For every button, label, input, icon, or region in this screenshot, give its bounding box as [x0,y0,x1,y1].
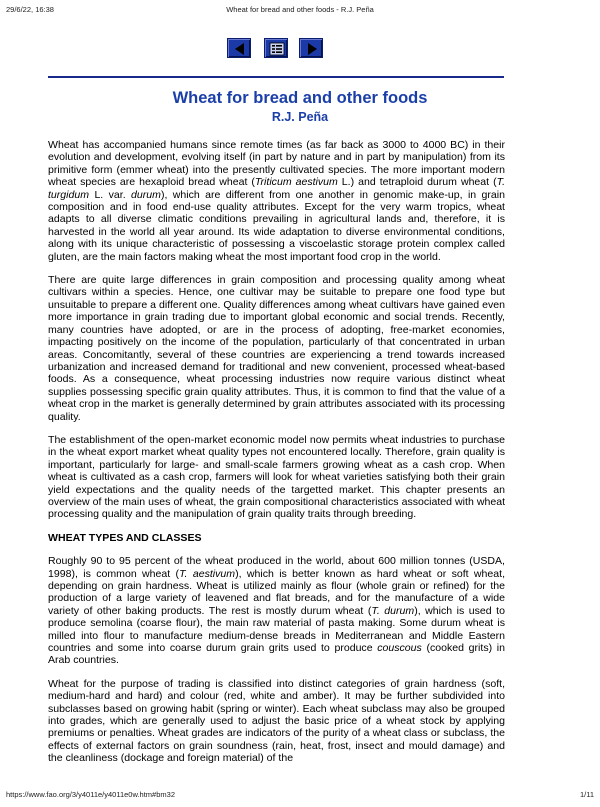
table-of-contents-icon [265,39,289,59]
paragraph-quality-differences: There are quite large differences in grain composition and processing quality among wheat cultivars within a species. Hence, one cultivar may be suitable to prepare one food type but unsuitable to prepare a different one. Quality differences among wheat cultivars have gained even more importance in grain trading due to important global economic and social trends. Recently, many countries have adopted, or are in the process of adopting, free-market economies, impacting positively on the income of the population, particularly of that concentrated in urban areas. Concomitantly, several of these countries are experiencing a trend towards increased urbanization and increased demand for traditional and new convenient, processed wheat-based foods. As a consequence, wheat processing industries now require various distinct wheat supplies possessing specific grain quality attributes. Thus, it is common to find that the value of a wheat crop in the market is generally determined by grain attributes associated with its processing quality. [48,274,505,423]
print-document-title: Wheat for bread and other foods - R.J. Peña [226,5,374,14]
title-divider [48,76,504,78]
left-arrow-icon [228,39,252,59]
paragraph-wheat-types: Roughly 90 to 95 percent of the wheat produced in the world, about 600 million tonnes (USDA, 1998), is common wheat (T. aestivum), which is better known as hard wheat or soft wheat, depending on grain hardness. Wheat is utilized mainly as flour (whole grain or refined) for the production of a large variety of leavened and flat breads, and for the manufacture of a wide variety of other baking products. The rest is mostly durum wheat (T. durum), which is used to produce semolina (coarse flour), the main raw material of pasta making. Some durum wheat is milled into flour to manufacture medium-dense breads in Mediterranean and Middle Eastern countries and some into coarse durum grain grits used to produce couscous (cooked grits) in Arab countries. [48,555,506,667]
table-of-contents-button[interactable] [264,38,288,58]
page-title: Wheat for bread and other foods [172,89,428,107]
paragraph-open-market: The establishment of the open-market economic model now permits wheat industries to purchase in the wheat export market wheat quality types not encountered locally. Therefore, grain quality is important, particularly for large- and small-scale farmers growing wheat as a cash crop. When wheat is cultivated as a cash crop, farmers will look for wheat varieties satisfying both their grain yield expectations and the quality needs of the targetted market. This chapter presents an overview of the main uses of wheat, the grain compositional characteristics associated with wheat processing quality and the manipulation of grain quality traits through breeding. [48,433,505,521]
paragraph-trading-classes: Wheat for the purpose of trading is classified into distinct categories of grain hardness (soft, medium-hard and hard) and colour (red, white and amber). It may be further subdivided into subclasses based on growing habit (spring or winter). Each wheat subclass may also be grouped into grades, which are generally used to adjust the basic price of a wheat stock by applying premiums or penalties. Wheat grades are indicators of the purity of a wheat class or subclass, the effects of external factors on grain soundness (rain, heat, frost, insect and mould damage) and the cleanliness (dockage and foreign material) of the [48,677,505,765]
navigation-bar [0,38,600,60]
print-header [6,5,594,17]
page-number: 1/11 [579,790,594,799]
previous-page-button[interactable] [227,38,251,58]
page-url: https://www.fao.org/3/y4011e/y4011e0w.htm#bm32 [6,790,175,799]
print-datetime: 29/6/22, 16:38 [6,5,54,14]
paragraph-intro: Wheat has accompanied humans since remote times (as far back as 3000 to 4000 BC) in their evolution and development, evolving itself (in part by nature and in part by manipulation) from its primitive form (emmer wheat) into the presently cultivated species. The more important modern wheat species are hexaploid bread wheat (Triticum aestivum L.) and tetraploid durum wheat (T. turgidum L. var. durum), which are different from one another in genomic make-up, in grain composition and in food end-use quality attributes. Except for the very warm tropics, wheat adapts to all diverse climatic conditions prevailing in agricultural lands and, therefore, it is harvested in the world all year around. Its wide adaptation to diverse environmental conditions, along with its unique characteristic of possessing a viscoelastic storage protein complex called gluten, are the main factors making wheat the most important food crop in the world. [48,139,506,263]
article-body [48,139,505,776]
section-heading: WHEAT TYPES AND CLASSES [48,531,202,544]
right-arrow-icon [300,39,324,59]
next-page-button[interactable] [299,38,323,58]
author-name: R.J. Peña [271,110,329,124]
print-footer [6,790,594,802]
